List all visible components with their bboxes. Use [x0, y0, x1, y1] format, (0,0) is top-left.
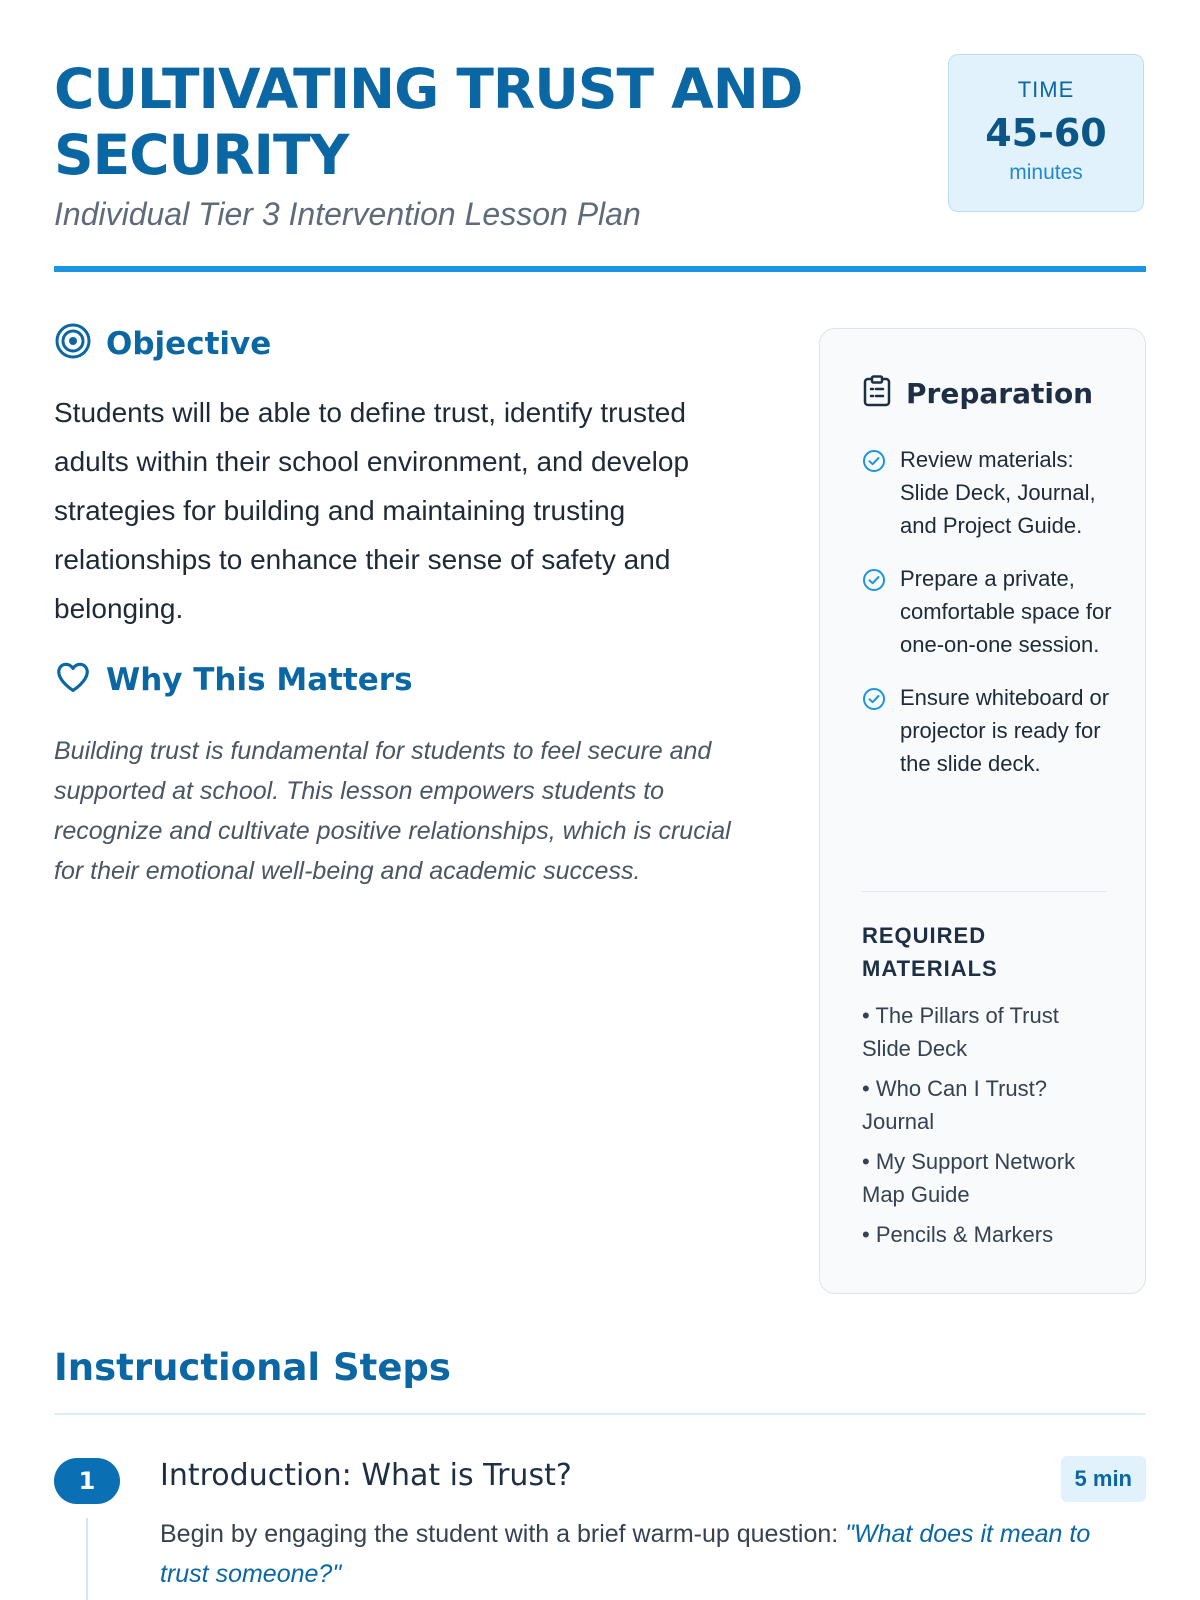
preparation-item-text: Ensure whiteboard or projector is ready for the slide deck.	[900, 685, 1110, 776]
heart-icon	[54, 658, 92, 701]
time-badge	[948, 54, 1144, 212]
preparation-item-text: Prepare a private, comfortable space for one-on-one session.	[900, 566, 1112, 657]
lesson-plan-page	[54, 0, 1146, 1600]
clipboard-icon	[862, 375, 892, 412]
check-circle-icon	[862, 449, 886, 473]
time-unit: minutes	[1009, 161, 1083, 184]
materials-item: • The Pillars of Trust Slide Deck	[862, 1003, 1059, 1061]
objective-heading: Objective	[106, 325, 272, 362]
objective-heading-row	[54, 322, 271, 365]
step-body-quote: "What does it mean to trust someone?"	[160, 1520, 1091, 1588]
page-title: CULTIVATING TRUST AND SECURITY	[54, 57, 803, 187]
preparation-list	[862, 443, 1112, 800]
preparation-item-text: Review materials: Slide Deck, Journal, and Project Guide.	[900, 447, 1096, 538]
steps-heading: Instructional Steps	[54, 1346, 451, 1389]
materials-item: • Who Can I Trust? Journal	[862, 1076, 1047, 1134]
page-subtitle: Individual Tier 3 Intervention Lesson Plan	[54, 196, 641, 232]
target-icon	[54, 322, 92, 365]
materials-item: • My Support Network Map Guide	[862, 1149, 1076, 1207]
why-heading-row	[54, 658, 413, 701]
preparation-item	[862, 681, 1112, 780]
preparation-card	[819, 328, 1146, 1294]
step-body-text: Begin by engaging the student with a brief warm-up question:	[160, 1520, 846, 1548]
materials-list	[862, 999, 1112, 1258]
preparation-heading: Preparation	[906, 377, 1094, 410]
step-number-badge: 1	[54, 1458, 120, 1504]
why-heading: Why This Matters	[106, 661, 413, 698]
time-label: TIME	[1017, 77, 1075, 102]
preparation-heading-row	[862, 375, 1093, 412]
materials-item: • Pencils & Markers	[862, 1222, 1054, 1247]
preparation-item	[862, 443, 1112, 542]
step-connector-line	[86, 1518, 88, 1600]
required-materials-heading: REQUIRED MATERIALS	[862, 923, 998, 981]
header-divider	[54, 266, 1146, 272]
time-value: 45-60	[985, 111, 1107, 155]
check-circle-icon	[862, 568, 886, 592]
check-circle-icon	[862, 687, 886, 711]
objective-text: Students will be able to define trust, identify trusted adults within their school environment, and develop strategies for building and maintaining trusting relationships to enhance their sense of safety and belonging.	[54, 397, 690, 624]
steps-divider	[54, 1413, 1146, 1415]
step-body	[160, 1514, 1140, 1594]
why-text: Building trust is fundamental for students to feel secure and supported at school. This lesson empowers students to recognize and cultivate positive relationships, which is crucial for their emotional well-being and academic success.	[54, 737, 731, 885]
preparation-divider	[862, 891, 1106, 892]
preparation-item	[862, 562, 1112, 661]
step-duration-badge: 5 min	[1061, 1456, 1146, 1502]
step-title: Introduction: What is Trust?	[160, 1458, 572, 1493]
